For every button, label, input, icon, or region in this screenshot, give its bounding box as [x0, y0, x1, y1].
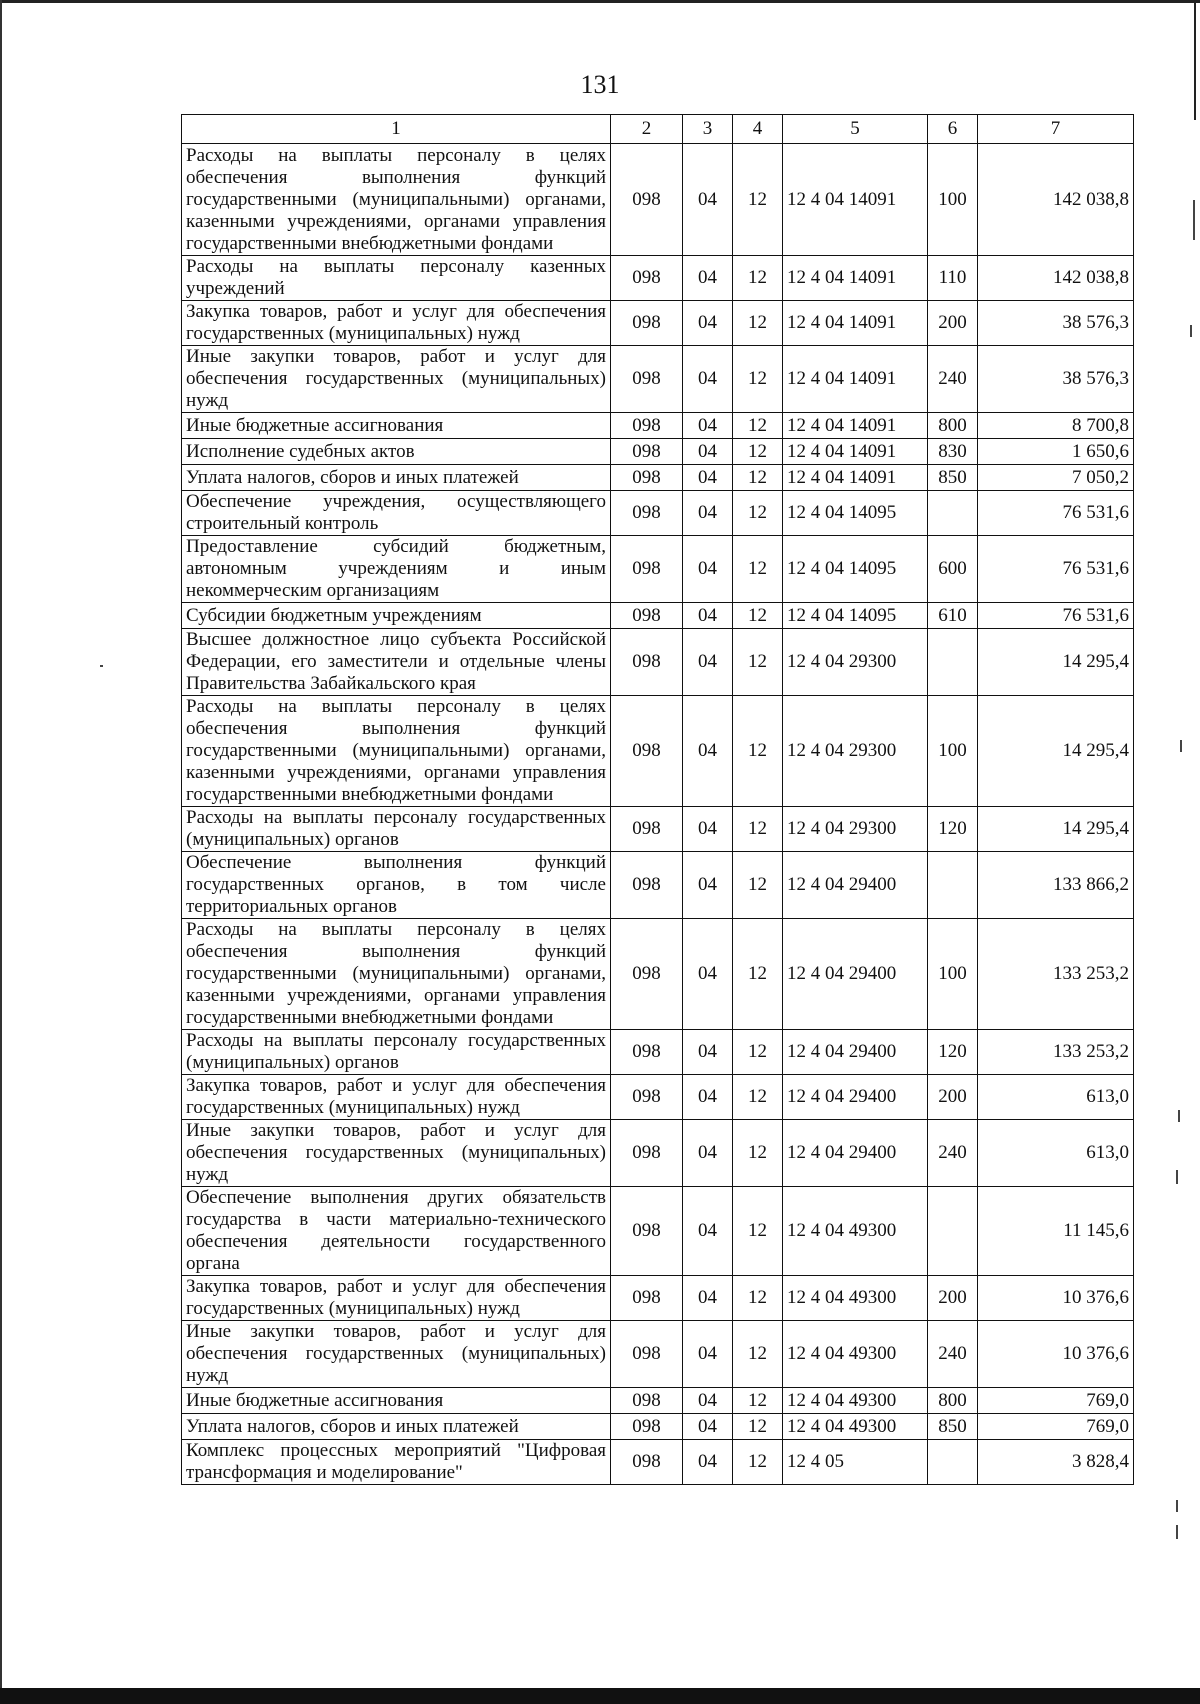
subsection-code: 12 [733, 1075, 783, 1120]
table-row [182, 1414, 1134, 1440]
ministry-code: 098 [611, 439, 683, 465]
section-code: 04 [683, 1321, 733, 1388]
target-article-code: 12 4 04 29400 [783, 852, 928, 919]
amount: 142 038,8 [978, 144, 1134, 256]
table-row [182, 439, 1134, 465]
row-description: Иные бюджетные ассигнования [182, 1388, 611, 1414]
section-code: 04 [683, 919, 733, 1030]
target-article-code: 12 4 04 49300 [783, 1276, 928, 1321]
amount: 613,0 [978, 1075, 1134, 1120]
expense-type-code: 200 [928, 301, 978, 346]
table-row [182, 1030, 1134, 1075]
target-article-code: 12 4 04 14091 [783, 256, 928, 301]
subsection-code: 12 [733, 1187, 783, 1276]
ministry-code: 098 [611, 1030, 683, 1075]
subsection-code: 12 [733, 1120, 783, 1187]
table-row [182, 919, 1134, 1030]
table-row [182, 1187, 1134, 1276]
subsection-code: 12 [733, 256, 783, 301]
ministry-code: 098 [611, 1276, 683, 1321]
row-description: Закупка товаров, работ и услуг для обеспечения государственных (муниципальных) нужд [182, 301, 611, 346]
amount: 133 253,2 [978, 919, 1134, 1030]
section-code: 04 [683, 144, 733, 256]
column-header: 6 [928, 115, 978, 144]
expense-type-code: 830 [928, 439, 978, 465]
table-row [182, 1075, 1134, 1120]
row-description: Субсидии бюджетным учреждениям [182, 603, 611, 629]
target-article-code: 12 4 04 49300 [783, 1414, 928, 1440]
subsection-code: 12 [733, 144, 783, 256]
ministry-code: 098 [611, 346, 683, 413]
expense-type-code: 800 [928, 1388, 978, 1414]
expense-type-code [928, 1187, 978, 1276]
amount: 769,0 [978, 1388, 1134, 1414]
table-row [182, 256, 1134, 301]
subsection-code: 12 [733, 919, 783, 1030]
subsection-code: 12 [733, 1030, 783, 1075]
subsection-code: 12 [733, 1440, 783, 1485]
expense-type-code: 100 [928, 696, 978, 807]
subsection-code: 12 [733, 491, 783, 536]
row-description: Уплата налогов, сборов и иных платежей [182, 1414, 611, 1440]
section-code: 04 [683, 1388, 733, 1414]
amount: 7 050,2 [978, 465, 1134, 491]
ministry-code: 098 [611, 1075, 683, 1120]
section-code: 04 [683, 465, 733, 491]
expense-type-code: 100 [928, 144, 978, 256]
subsection-code: 12 [733, 439, 783, 465]
row-description: Расходы на выплаты персоналу в целях обеспечения выполнения функций государственными (муниципальными) органами, казенными учреждениями, органами управления государственными внебюджетными фондами [182, 144, 611, 256]
column-header: 4 [733, 115, 783, 144]
row-description: Закупка товаров, работ и услуг для обеспечения государственных (муниципальных) нужд [182, 1276, 611, 1321]
amount: 10 376,6 [978, 1321, 1134, 1388]
budget-table [181, 114, 1134, 1485]
row-description: Иные закупки товаров, работ и услуг для обеспечения государственных (муниципальных) нужд [182, 1321, 611, 1388]
subsection-code: 12 [733, 1321, 783, 1388]
section-code: 04 [683, 807, 733, 852]
amount: 613,0 [978, 1120, 1134, 1187]
subsection-code: 12 [733, 1388, 783, 1414]
scan-speck [1176, 1525, 1178, 1539]
column-header: 3 [683, 115, 733, 144]
expense-type-code: 110 [928, 256, 978, 301]
table-header-row [182, 115, 1134, 144]
row-description: Иные закупки товаров, работ и услуг для обеспечения государственных (муниципальных) нужд [182, 346, 611, 413]
ministry-code: 098 [611, 536, 683, 603]
ministry-code: 098 [611, 1187, 683, 1276]
ministry-code: 098 [611, 1388, 683, 1414]
target-article-code: 12 4 04 14091 [783, 413, 928, 439]
ministry-code: 098 [611, 1414, 683, 1440]
expense-type-code: 120 [928, 807, 978, 852]
expense-type-code [928, 629, 978, 696]
target-article-code: 12 4 04 29300 [783, 696, 928, 807]
column-header: 5 [783, 115, 928, 144]
table-row [182, 346, 1134, 413]
ministry-code: 098 [611, 1120, 683, 1187]
section-code: 04 [683, 1030, 733, 1075]
expense-type-code: 100 [928, 919, 978, 1030]
column-header: 7 [978, 115, 1134, 144]
row-description: Расходы на выплаты персоналу государственных (муниципальных) органов [182, 1030, 611, 1075]
amount: 76 531,6 [978, 491, 1134, 536]
ministry-code: 098 [611, 852, 683, 919]
scan-speck [1178, 1110, 1180, 1122]
table-row [182, 301, 1134, 346]
ministry-code: 098 [611, 413, 683, 439]
target-article-code: 12 4 04 14091 [783, 144, 928, 256]
section-code: 04 [683, 1440, 733, 1485]
row-description: Предоставление субсидий бюджетным, автономным учреждениям и иным некоммерческим организациям [182, 536, 611, 603]
row-description: Обеспечение выполнения других обязательств государства в части материально-технического обеспечения деятельности государственного органа [182, 1187, 611, 1276]
ministry-code: 098 [611, 301, 683, 346]
target-article-code: 12 4 04 49300 [783, 1321, 928, 1388]
table-row [182, 852, 1134, 919]
ministry-code: 098 [611, 919, 683, 1030]
column-header: 2 [611, 115, 683, 144]
amount: 11 145,6 [978, 1187, 1134, 1276]
row-description: Уплата налогов, сборов и иных платежей [182, 465, 611, 491]
section-code: 04 [683, 852, 733, 919]
section-code: 04 [683, 1276, 733, 1321]
section-code: 04 [683, 413, 733, 439]
subsection-code: 12 [733, 536, 783, 603]
row-description: Расходы на выплаты персоналу в целях обеспечения выполнения функций государственными (муниципальными) органами, казенными учреждениями, органами управления государственными внебюджетными фондами [182, 696, 611, 807]
scan-edge-left [0, 0, 2, 1690]
target-article-code: 12 4 05 [783, 1440, 928, 1485]
amount: 8 700,8 [978, 413, 1134, 439]
ministry-code: 098 [611, 696, 683, 807]
target-article-code: 12 4 04 29400 [783, 1075, 928, 1120]
table-row [182, 536, 1134, 603]
ministry-code: 098 [611, 256, 683, 301]
target-article-code: 12 4 04 29300 [783, 629, 928, 696]
row-description: Обеспечение учреждения, осуществляющего строительный контроль [182, 491, 611, 536]
scan-edge-right [1194, 0, 1196, 120]
amount: 10 376,6 [978, 1276, 1134, 1321]
scan-edge-top [0, 0, 1200, 3]
table-row [182, 1120, 1134, 1187]
ministry-code: 098 [611, 1321, 683, 1388]
scan-speck [1190, 325, 1192, 337]
table-row [182, 1388, 1134, 1414]
scan-edge-bottom [0, 1688, 1200, 1704]
target-article-code: 12 4 04 29300 [783, 807, 928, 852]
subsection-code: 12 [733, 301, 783, 346]
expense-type-code: 610 [928, 603, 978, 629]
amount: 76 531,6 [978, 603, 1134, 629]
subsection-code: 12 [733, 629, 783, 696]
amount: 133 866,2 [978, 852, 1134, 919]
ministry-code: 098 [611, 629, 683, 696]
section-code: 04 [683, 256, 733, 301]
amount: 14 295,4 [978, 696, 1134, 807]
target-article-code: 12 4 04 14091 [783, 346, 928, 413]
subsection-code: 12 [733, 1276, 783, 1321]
scan-speck [1180, 740, 1182, 752]
row-description: Расходы на выплаты персоналу государственных (муниципальных) органов [182, 807, 611, 852]
expense-type-code [928, 1440, 978, 1485]
target-article-code: 12 4 04 29400 [783, 1030, 928, 1075]
subsection-code: 12 [733, 346, 783, 413]
subsection-code: 12 [733, 807, 783, 852]
subsection-code: 12 [733, 696, 783, 807]
subsection-code: 12 [733, 852, 783, 919]
column-header: 1 [182, 115, 611, 144]
section-code: 04 [683, 301, 733, 346]
expense-type-code: 600 [928, 536, 978, 603]
scan-speck [1176, 1500, 1178, 1512]
table-row [182, 629, 1134, 696]
expense-type-code [928, 491, 978, 536]
target-article-code: 12 4 04 49300 [783, 1187, 928, 1276]
target-article-code: 12 4 04 14095 [783, 536, 928, 603]
section-code: 04 [683, 1075, 733, 1120]
expense-type-code: 240 [928, 1321, 978, 1388]
expense-type-code: 850 [928, 465, 978, 491]
ministry-code: 098 [611, 491, 683, 536]
target-article-code: 12 4 04 49300 [783, 1388, 928, 1414]
target-article-code: 12 4 04 14091 [783, 301, 928, 346]
ministry-code: 098 [611, 603, 683, 629]
row-description: Иные закупки товаров, работ и услуг для обеспечения государственных (муниципальных) нужд [182, 1120, 611, 1187]
amount: 38 576,3 [978, 301, 1134, 346]
target-article-code: 12 4 04 14095 [783, 603, 928, 629]
scan-speck [1193, 200, 1195, 240]
amount: 14 295,4 [978, 629, 1134, 696]
table-row [182, 696, 1134, 807]
row-description: Расходы на выплаты персоналу в целях обеспечения выполнения функций государственными (муниципальными) органами, казенными учреждениями, органами управления государственными внебюджетными фондами [182, 919, 611, 1030]
row-description: Высшее должностное лицо субъекта Российской Федерации, его заместители и отдельные члены Правительства Забайкальского края [182, 629, 611, 696]
section-code: 04 [683, 603, 733, 629]
expense-type-code: 800 [928, 413, 978, 439]
subsection-code: 12 [733, 413, 783, 439]
amount: 1 650,6 [978, 439, 1134, 465]
table-row [182, 603, 1134, 629]
amount: 14 295,4 [978, 807, 1134, 852]
expense-type-code: 240 [928, 346, 978, 413]
amount: 38 576,3 [978, 346, 1134, 413]
row-description: Исполнение судебных актов [182, 439, 611, 465]
table-row [182, 1321, 1134, 1388]
target-article-code: 12 4 04 14091 [783, 439, 928, 465]
target-article-code: 12 4 04 29400 [783, 1120, 928, 1187]
table-row [182, 465, 1134, 491]
ministry-code: 098 [611, 144, 683, 256]
amount: 3 828,4 [978, 1440, 1134, 1485]
page-number: 131 [580, 70, 620, 99]
subsection-code: 12 [733, 1414, 783, 1440]
expense-type-code: 200 [928, 1276, 978, 1321]
section-code: 04 [683, 439, 733, 465]
scan-speck [100, 665, 103, 667]
scan-speck [1176, 1170, 1178, 1184]
amount: 769,0 [978, 1414, 1134, 1440]
target-article-code: 12 4 04 14095 [783, 491, 928, 536]
table-row [182, 144, 1134, 256]
expense-type-code: 200 [928, 1075, 978, 1120]
section-code: 04 [683, 629, 733, 696]
amount: 76 531,6 [978, 536, 1134, 603]
amount: 133 253,2 [978, 1030, 1134, 1075]
ministry-code: 098 [611, 807, 683, 852]
expense-type-code: 240 [928, 1120, 978, 1187]
section-code: 04 [683, 1120, 733, 1187]
expense-type-code: 120 [928, 1030, 978, 1075]
table-row [182, 1276, 1134, 1321]
expense-type-code [928, 852, 978, 919]
section-code: 04 [683, 1414, 733, 1440]
section-code: 04 [683, 491, 733, 536]
row-description: Иные бюджетные ассигнования [182, 413, 611, 439]
table-row [182, 491, 1134, 536]
subsection-code: 12 [733, 603, 783, 629]
ministry-code: 098 [611, 1440, 683, 1485]
table-row [182, 807, 1134, 852]
table-row [182, 413, 1134, 439]
row-description: Расходы на выплаты персоналу казенных учреждений [182, 256, 611, 301]
row-description: Обеспечение выполнения функций государственных органов, в том числе территориальных органов [182, 852, 611, 919]
expense-type-code: 850 [928, 1414, 978, 1440]
ministry-code: 098 [611, 465, 683, 491]
row-description: Закупка товаров, работ и услуг для обеспечения государственных (муниципальных) нужд [182, 1075, 611, 1120]
subsection-code: 12 [733, 465, 783, 491]
target-article-code: 12 4 04 14091 [783, 465, 928, 491]
section-code: 04 [683, 1187, 733, 1276]
amount: 142 038,8 [978, 256, 1134, 301]
target-article-code: 12 4 04 29400 [783, 919, 928, 1030]
section-code: 04 [683, 346, 733, 413]
table-row [182, 1440, 1134, 1485]
row-description: Комплекс процессных мероприятий "Цифровая трансформация и моделирование" [182, 1440, 611, 1485]
section-code: 04 [683, 536, 733, 603]
section-code: 04 [683, 696, 733, 807]
